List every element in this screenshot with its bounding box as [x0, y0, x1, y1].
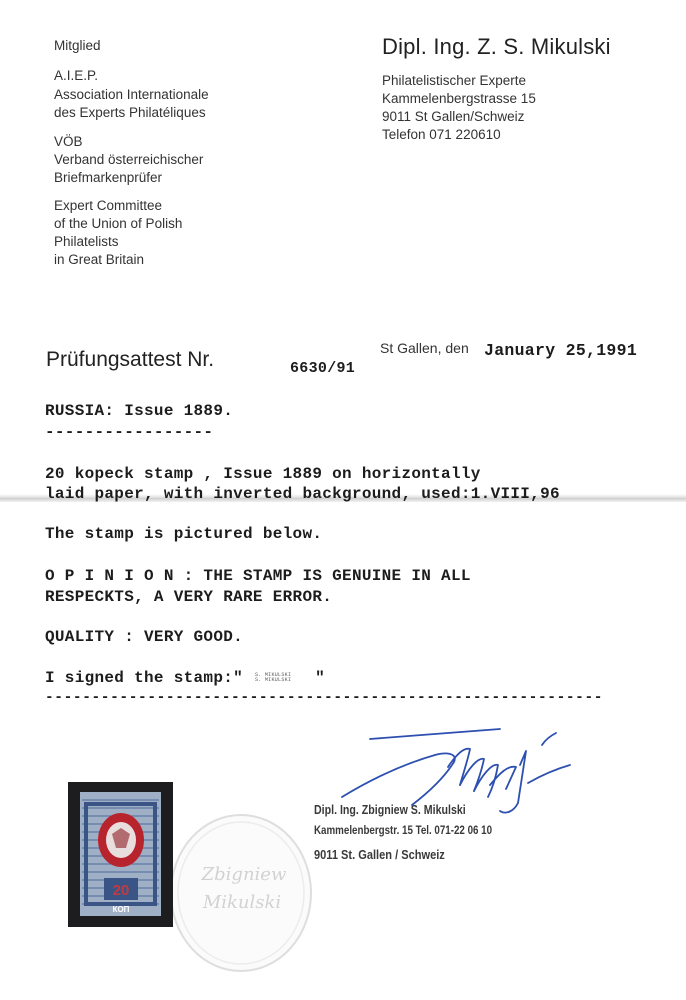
signature-mark-line2: S. MIKULSKI — [254, 676, 292, 683]
voeb-name-line2: Briefmarkenprüfer — [54, 170, 163, 185]
certificate-date: January 25,1991 — [484, 341, 638, 360]
description-line1: 20 kopeck stamp , Issue 1889 on horizontally — [45, 465, 481, 483]
expert-street: Kammelenbergstrasse 15 — [382, 91, 536, 106]
voeb-name-line1: Verband österreichischer — [54, 152, 204, 167]
stamp-photo — [68, 782, 173, 927]
signed-suffix: " — [315, 669, 326, 687]
opinion-line2: RESPECKTS, A VERY RARE ERROR. — [45, 588, 333, 606]
signature-mark-line1: S. MIKULSKI — [254, 671, 292, 678]
rubber-stamp-line2: Kammelenbergstr. 15 Tel. 071-22 06 10 — [314, 825, 493, 837]
expert-committee-line3: Philatelists — [54, 234, 119, 249]
expert-phone: Telefon 071 220610 — [382, 127, 501, 142]
subject-heading: RUSSIA: Issue 1889. — [45, 402, 234, 420]
embossed-seal — [166, 810, 316, 975]
subject-underline: ----------------- — [45, 423, 214, 441]
pictured-note: The stamp is pictured below. — [45, 525, 323, 543]
rubber-stamp-line3: 9011 St. Gallen / Schweiz — [314, 847, 445, 862]
voeb-abbreviation: VÖB — [54, 134, 83, 149]
stamp-value: 20 — [112, 882, 130, 899]
seal-text-line2: Mikulski — [202, 892, 282, 913]
place-date-label: St Gallen, den — [380, 340, 469, 356]
membership-label: Mitglied — [54, 38, 101, 53]
rubber-stamp-line1: Dipl. Ing. Zbigniew S. Mikulski — [314, 803, 466, 817]
stamp-currency: КОП — [112, 905, 130, 914]
description-line2: laid paper, with inverted background, used:1.VIII,96 — [45, 485, 560, 503]
expert-title: Philatelistischer Experte — [382, 73, 527, 88]
signed-statement — [45, 669, 325, 687]
certificate-number: 6630/91 — [290, 360, 356, 377]
quality-grade: QUALITY : VERY GOOD. — [45, 628, 244, 646]
aiep-name-line1: Association Internationale — [54, 87, 209, 102]
aiep-name-line2: des Experts Philatéliques — [54, 105, 206, 120]
seal-text-line1: Zbigniew — [201, 864, 287, 885]
expert-committee-line1: Expert Committee — [54, 198, 163, 213]
aiep-abbreviation: A.I.E.P. — [54, 68, 99, 83]
expert-committee-line2: of the Union of Polish — [54, 216, 183, 231]
expert-name: Dipl. Ing. Z. S. Mikulski — [382, 34, 611, 59]
handwritten-signature — [330, 725, 585, 820]
opinion-line1: O P I N I O N : THE STAMP IS GENUINE IN ALL — [45, 567, 471, 585]
bottom-rule: ------------------------------------------------------------ — [45, 690, 604, 706]
certificate-title: Prüfungsattest Nr. — [46, 348, 215, 371]
expert-committee-line4: in Great Britain — [54, 252, 145, 267]
expert-city: 9011 St Gallen/Schweiz — [382, 109, 525, 124]
signed-prefix: I signed the stamp:" — [45, 669, 244, 687]
signature-mark — [255, 673, 291, 683]
